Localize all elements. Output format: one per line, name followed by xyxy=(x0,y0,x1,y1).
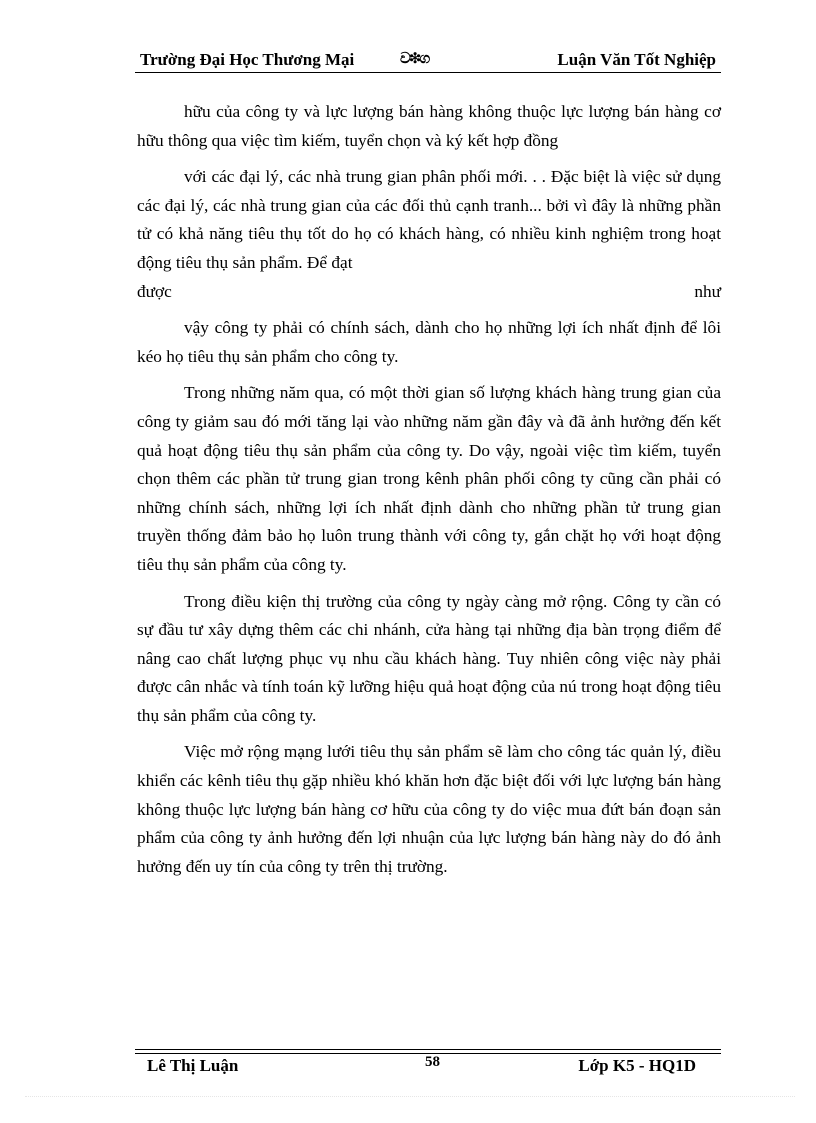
paragraph-3: được như xyxy=(137,281,721,301)
paragraph-6: Trong điều kiện thị trường của công ty ngày càng mở rộng. Công ty cần có sự đầu tư xây dựng thêm các chi nhánh, cửa hàng tại những địa bàn trọng điểm để nâng cao chất lượng phục vụ nhu cầu khách hàng. Tuy nhiên công việc này phải được cân nhắc và tính toán kỹ lưỡng hiệu quả hoạt động của nú trong hoạt động tiêu thụ sản phẩm của công ty. xyxy=(137,591,721,725)
page-number: 58 xyxy=(425,1054,440,1070)
page-edge-dots xyxy=(25,1096,795,1097)
footer-divider-top xyxy=(135,1049,721,1050)
document-body xyxy=(137,98,721,889)
school-name: Trường Đại Học Thương Mại xyxy=(140,50,355,69)
paragraph-2: với các đại lý, các nhà trung gian phân phối mới. . . Đặc biệt là việc sử dụng các đại lý, các nhà trung gian của các đối thủ cạnh tranh... bởi vì đây là những phần tử có khả năng tiêu thụ tốt do họ có khách hàng, có nhiều kinh nghiệm trong hoạt động tiêu thụ sản phẩm. Để đạt xyxy=(137,167,721,272)
class-code: Lớp K5 - HQ1D xyxy=(578,1056,696,1075)
author-name: Lê Thị Luận xyxy=(147,1056,239,1075)
paragraph-7: Việc mở rộng mạng lưới tiêu thụ sản phẩm sẽ làm cho công tác quản lý, điều khiển các kênh tiêu thụ gặp nhiều khó khăn hơn đặc biệt đối với lực lượng bán hàng không thuộc lực lượng bán hàng cơ hữu của công ty do việc mua đứt bán đoạn sản phẩm của công ty ảnh hưởng đến lợi nhuận của lực lượng bán hàng này do đó ảnh hưởng đến uy tín của công ty trên thị trường. xyxy=(137,742,721,876)
paragraph-5: Trong những năm qua, có một thời gian số lượng khách hàng trung gian của công ty giảm sau đó mới tăng lại vào những năm gần đây và đã ảnh hưởng đến kết quả hoạt động tiêu thụ sản phẩm của công ty. Do vậy, ngoài việc tìm kiếm, tuyển chọn thêm các phần tử trung gian trong kênh phân phối công ty cũng cần phải có những chính sách, những lợi ích nhất định dành cho những phần tử trung gian truyền thống đảm bảo họ luôn trung thành với công ty, gắn chặt họ với hoạt động tiêu thụ sản phẩm của công ty. xyxy=(137,383,721,574)
paragraph-1: hữu của công ty và lực lượng bán hàng không thuộc lực lượng bán hàng cơ hữu thông qua việc tìm kiếm, tuyển chọn và ký kết hợp đồng xyxy=(137,102,721,150)
thesis-title: Luận Văn Tốt Nghiệp xyxy=(557,50,716,69)
header-ornament-icon: ව❉ග xyxy=(400,51,430,67)
page-header xyxy=(135,50,721,74)
header-divider xyxy=(135,72,721,73)
paragraph-4: vậy công ty phải có chính sách, dành cho họ những lợi ích nhất định để lôi kéo họ tiêu thụ sản phẩm cho công ty. xyxy=(137,318,721,366)
page-footer xyxy=(135,1054,721,1080)
